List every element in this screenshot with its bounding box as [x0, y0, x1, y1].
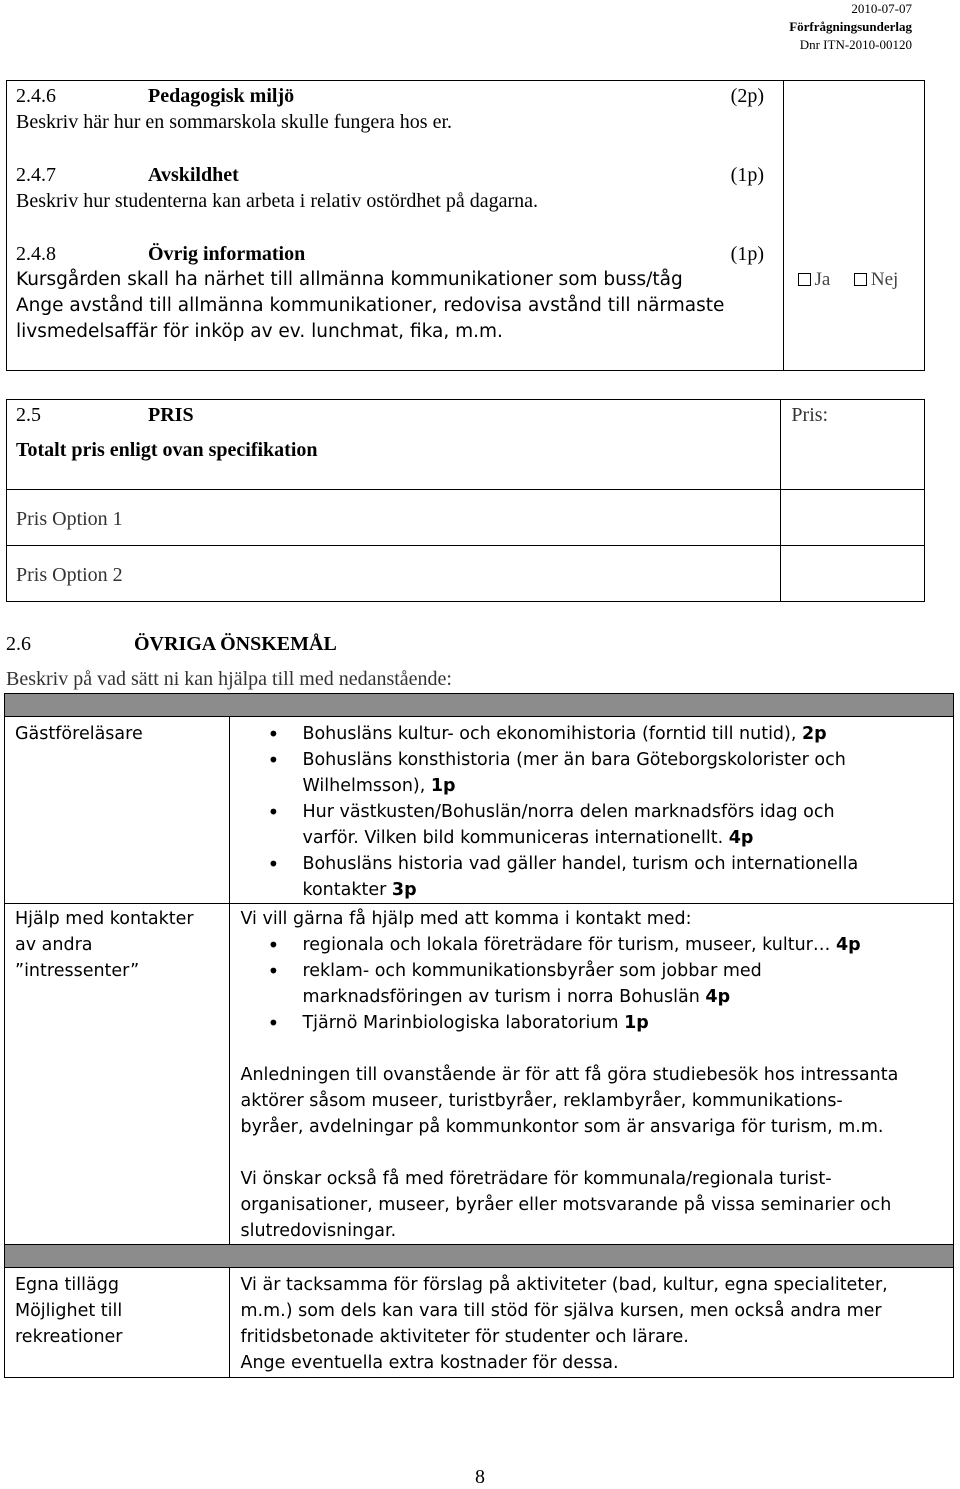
section-26-heading: 2.6 ÖVRIGA ÖNSKEMÅL: [6, 633, 337, 655]
header-doc-number: Dnr ITN-2010-00120: [799, 37, 912, 52]
sections-246-248-content: [7, 81, 784, 371]
list-item: • reklam- och kommunikationsbyråer som jobbar med marknadsföringen av turism i norra Bohuslän 4p: [230, 958, 953, 1010]
contacts-paragraph-2: Vi önskar också få med företrädare för kommunala/regionala turist- organisationer, museer, byråer eller motsvarande på vissa seminarier och slutredovisningar.: [240, 1169, 892, 1241]
price-label: Pris:: [791, 404, 829, 426]
section-248-text: Kursgården skall ha närhet till allmänna kommunikationer som buss/tåg Ange avstånd till allmänna kommunikationer, redovisa avstånd till närmaste livsmedelsaffär för inköp av ev. lunchmat, fika, m.m.: [16, 269, 725, 342]
header-bar: [5, 694, 954, 717]
section-246-heading: 2.4.6 Pedagogisk miljö (2p): [16, 85, 764, 107]
list-item: • Bohusläns konsthistoria (mer än bara Göteborgskolorister och Wilhelmsson), 1p: [230, 747, 953, 799]
list-item: • Tjärnö Marinbiologiska laboratorium 1p: [230, 1010, 953, 1036]
section-246-text: Beskriv här hur en sommarskola skulle fungera hos er.: [16, 111, 453, 133]
price-table: [6, 399, 925, 602]
list-item: • Bohusläns kultur- och ekonomihistoria (forntid till nutid), 2p: [230, 721, 953, 747]
separator-bar: [5, 1245, 954, 1268]
section-248-answer-cell: [783, 81, 924, 371]
price-option2-cell: [7, 546, 781, 602]
section-248-heading: 2.4.8 Övrig information (1p): [16, 243, 764, 265]
section-26-intro: Beskriv på vad sätt ni kan hjälpa till med nedanstående:: [6, 668, 452, 690]
list-item: • Bohusläns historia vad gäller handel, turism och internationella kontakter 3p: [230, 851, 953, 903]
contacts-label: Hjälp med kontakter av andra ”intressenter”: [15, 909, 194, 981]
contacts-content: [230, 904, 954, 1245]
contacts-paragraph-1: Anledningen till ovanstående är för att få göra studiebesök hos intressanta aktörer såsom museer, turistbyråer, reklambyråer, kommunikations- byråer, avdelningar på kommunkontor som är ansvariga för turism, m.m.: [240, 1065, 899, 1137]
section-247-text: Beskriv hur studenterna kan arbeta i relativ ostördhet på dagarna.: [16, 190, 539, 212]
guest-lecturer-content: [230, 717, 954, 904]
price-total-cell[interactable]: [781, 400, 925, 490]
checkbox-no[interactable]: Nej: [854, 269, 898, 290]
guest-lecturer-label: Gästföreläsare: [15, 724, 143, 744]
section-25-subtitle: Totalt pris enligt ovan specifikation: [16, 439, 318, 461]
price-option1-cell: [7, 490, 781, 546]
price-option2-value[interactable]: [781, 546, 925, 602]
guest-lecturer-list: [230, 717, 953, 903]
extras-label: Egna tillägg Möjlighet till rekreationer: [15, 1275, 123, 1347]
header-doc-type: Förfrågningsunderlag: [789, 19, 912, 34]
checkbox-yes[interactable]: Ja: [798, 269, 831, 290]
section-247-heading: 2.4.7 Avskildhet (1p): [16, 164, 764, 186]
page-number: 8: [475, 1466, 485, 1488]
extras-content: [230, 1268, 954, 1378]
price-option1-value[interactable]: [781, 490, 925, 546]
yes-no-options: [784, 269, 924, 291]
extras-label-cell: [5, 1268, 230, 1378]
price-heading-cell: [7, 400, 781, 490]
price-option2-label: Pris Option 2: [16, 564, 123, 586]
sections-246-248-table: [6, 80, 925, 371]
extras-text: Vi är tacksamma för förslag på aktiviteter (bad, kultur, egna specialiteter, m.m.) som dels kan vara till stöd för själva kursen, men också andra mer fritidsbetonade aktiviteter för studenter och lärare. Ange eventuella extra kostnader för dessa.: [240, 1275, 888, 1373]
wishes-table: [4, 693, 954, 1378]
list-item: • Hur västkusten/Bohuslän/norra delen marknadsförs idag och varför. Vilken bild kommuniceras internationellt. 4p: [230, 799, 953, 851]
price-option1-label: Pris Option 1: [16, 508, 123, 530]
contacts-intro: Vi vill gärna få hjälp med att komma i kontakt med:: [240, 909, 692, 929]
guest-lecturer-label-cell: [5, 717, 230, 904]
section-25-heading: 2.5 PRIS: [16, 404, 194, 426]
contacts-label-cell: [5, 904, 230, 1245]
contacts-list: [230, 932, 953, 1036]
checkbox-square-icon: [854, 273, 867, 286]
list-item: • regionala och lokala företrädare för turism, museer, kultur… 4p: [230, 932, 953, 958]
section-26: [6, 631, 906, 692]
header-date: 2010-07-07: [851, 1, 912, 16]
checkbox-square-icon: [798, 273, 811, 286]
document-header: [789, 0, 912, 54]
